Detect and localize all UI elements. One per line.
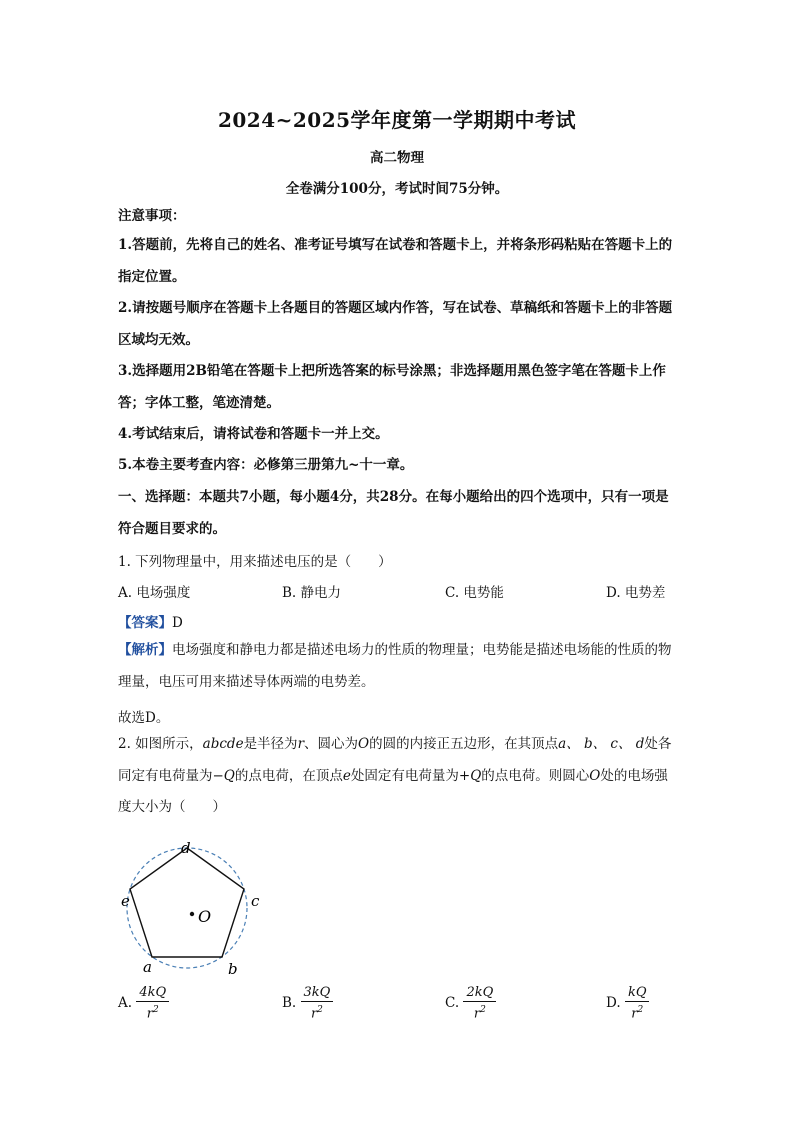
label-e: e [121,892,130,910]
label-o: O [198,907,212,926]
q2-math: a、 b、 c、 d [558,736,645,752]
circumscribed-circle [127,848,247,968]
q1-option-a: A. 电场强度 [118,585,191,601]
q2-math: O [358,736,370,752]
q2-math: +Q [458,767,482,784]
section-heading: 一、选择题：本题共7小题，每小题4分，共28分。在每小题给出的四个选项中，只有一项是符合题目要求的。 [118,489,669,537]
page-title: 2024~2025学年度第一学期期中考试 [217,108,577,132]
pentagon-shape [130,848,244,957]
notice-item-1: 1.答题前，先将自己的姓名、准考证号填写在试卷和答题卡上，并将条形码粘贴在答题卡上的指定位置。 [118,237,673,285]
q2-text: 的点电荷，在顶点 [234,767,343,784]
question-1-stem: 1. 下列物理量中，用来描述电压的是（ ） [118,554,392,570]
label-a: a [143,958,152,976]
notice-item-4: 4.考试结束后，请将试卷和答题卡一并上交。 [118,426,389,442]
q1-option-d: D. 电势差 [606,585,666,601]
q2-text: 2. 如图所示， [118,736,203,752]
label-b: b [228,960,238,978]
q1-option-c: C. 电势能 [445,585,504,601]
q1-conclusion: 故选D。 [118,710,170,726]
q2-text: 处固定有电荷量为 [350,767,459,784]
q2-option-b: B. $\frac{3kQ}{r^2}$ [282,985,333,1022]
question-2-stem [118,729,678,824]
analysis-text: 电场强度和静电力都是描述电场力的性质的物理量；电势能是描述电场能的性质的物理量，电压可用来描述导体两端的电势差。 [118,642,672,690]
q2-math: e [342,767,351,784]
q1-option-b: B. 静电力 [282,585,342,601]
q2-math: r [297,736,305,752]
q1-analysis [118,635,678,698]
q2-option-c: C. $\frac{2kQ}{r^2}$ [445,985,496,1022]
answer-tag: 【答案】 [118,615,172,631]
q2-text: 、圆心为 [304,736,359,752]
answer-value: D [172,615,183,631]
label-d: d [181,839,191,857]
notice-item-3: 3.选择题用2B铅笔在答题卡上把所选答案的标号涂黑；非选择题用黑色签字笔在答题卡上作答；字体工整，笔迹清楚。 [118,363,666,411]
q2-text: 的点电荷。则圆心 [481,767,590,784]
pentagon-diagram [118,838,268,978]
notice-item-5: 5.本卷主要考查内容：必修第三册第九~十一章。 [118,457,414,473]
q2-text: 处的电场强度大小为（ ） [118,767,668,815]
notice-heading: 注意事项： [118,208,186,224]
analysis-tag: 【解析】 [118,642,172,658]
subject-label: 高二物理 [370,150,424,166]
q2-text: 的圆的内接正五边形，在其顶点 [369,736,559,752]
q2-text: 是半径为 [243,736,298,752]
q2-text: 处各同定有电荷量为 [118,736,672,784]
q2-math: −Q [212,767,235,784]
q2-math: O [589,767,601,784]
q2-math: abcde [202,736,244,752]
exam-meta: 全卷满分100分，考试时间75分钟。 [285,181,509,197]
notice-item-2: 2.请按题号顺序在答题卡上各题目的答题区域内作答，写在试卷、草稿纸和答题卡上的非答题区域均无效。 [118,300,673,348]
label-c: c [251,892,260,910]
q2-option-a: A. $\frac{4kQ}{r^2}$ [118,985,169,1022]
q2-option-d: D. $\frac{kQ}{r^2}$ [606,985,649,1022]
q1-answer [118,611,183,631]
center-dot [190,912,194,916]
